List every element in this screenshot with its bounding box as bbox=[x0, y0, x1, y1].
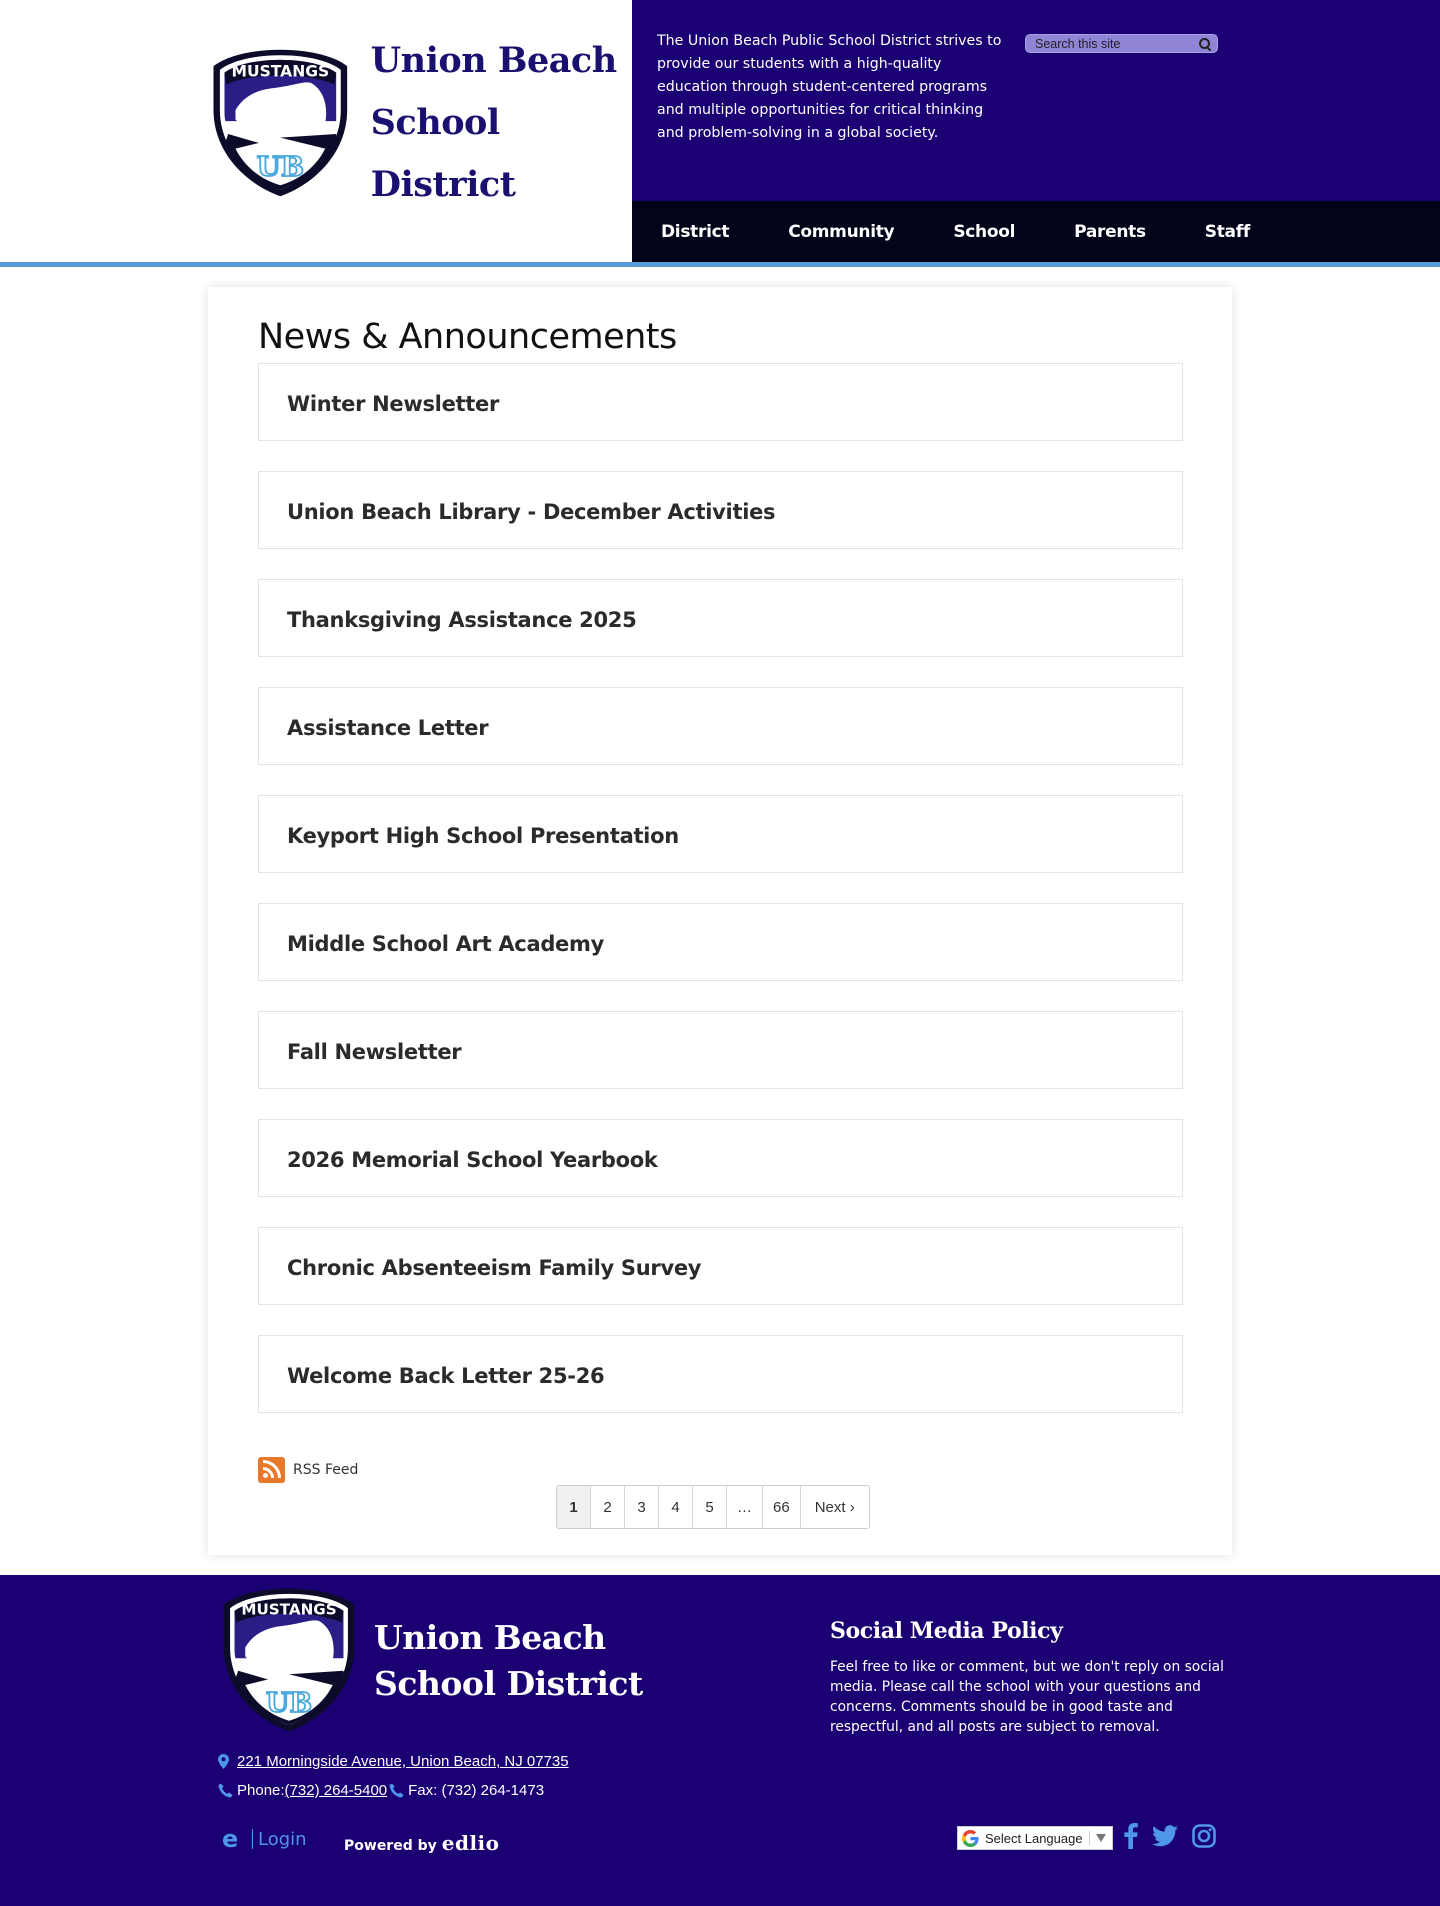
footer-contact bbox=[218, 1782, 544, 1799]
login-divider bbox=[252, 1829, 253, 1849]
news-item[interactable] bbox=[258, 903, 1183, 981]
news-item-title: Winter Newsletter bbox=[287, 392, 499, 416]
language-select-label: Select Language bbox=[985, 1830, 1083, 1846]
twitter-link[interactable] bbox=[1152, 1825, 1178, 1847]
nav-item-district[interactable]: District bbox=[661, 221, 730, 242]
address-link[interactable]: 221 Morningside Avenue, Union Beach, NJ 07735 bbox=[237, 1753, 569, 1770]
news-item[interactable] bbox=[258, 1119, 1183, 1197]
phone-icon bbox=[218, 1783, 233, 1798]
facebook-link[interactable] bbox=[1124, 1823, 1138, 1849]
news-item[interactable] bbox=[258, 1011, 1183, 1089]
header-divider bbox=[0, 262, 1440, 267]
news-item-title: Welcome Back Letter 25-26 bbox=[287, 1364, 605, 1388]
page-66-button[interactable]: 66 bbox=[763, 1486, 801, 1528]
main-content bbox=[0, 268, 1440, 1575]
dropdown-arrow-icon bbox=[1096, 1834, 1106, 1842]
site-title-line-2: School District bbox=[370, 102, 516, 205]
nav-item-staff[interactable]: Staff bbox=[1204, 221, 1250, 242]
social-policy-text: Feel free to like or comment, but we don't reply on social media. Please call the school with your questions and concerns. Comments should be in good taste and respectful, and all posts are subject to removal. bbox=[830, 1659, 1224, 1735]
nav-item-parents[interactable]: Parents bbox=[1074, 221, 1146, 242]
rss-feed-link[interactable] bbox=[258, 1457, 358, 1483]
map-pin-icon bbox=[218, 1754, 229, 1769]
home-logo-link[interactable] bbox=[208, 30, 632, 216]
svg-text:MUSTANGS: MUSTANGS bbox=[231, 62, 330, 81]
site-footer bbox=[0, 1575, 1440, 1906]
site-search bbox=[1025, 34, 1218, 53]
footer-address bbox=[218, 1753, 569, 1770]
search-input[interactable] bbox=[1035, 37, 1199, 51]
news-list bbox=[258, 363, 1183, 1443]
news-item[interactable] bbox=[258, 471, 1183, 549]
login-label: Login bbox=[258, 1828, 307, 1850]
news-item-title: Assistance Letter bbox=[287, 716, 489, 740]
page-2-button[interactable]: 2 bbox=[591, 1486, 625, 1528]
page-4-button[interactable]: 4 bbox=[659, 1486, 693, 1528]
news-item[interactable] bbox=[258, 687, 1183, 765]
search-icon[interactable] bbox=[1199, 38, 1211, 50]
news-item-title: 2026 Memorial School Yearbook bbox=[287, 1148, 658, 1172]
news-item[interactable] bbox=[258, 363, 1183, 441]
footer-site-title bbox=[374, 1615, 643, 1707]
pagination bbox=[556, 1485, 870, 1529]
edlio-logo-icon: e bbox=[222, 1825, 239, 1853]
fax-number: Fax: (732) 264-1473 bbox=[408, 1782, 545, 1799]
rss-feed-label: RSS Feed bbox=[293, 1462, 359, 1478]
main-nav bbox=[632, 201, 1440, 262]
footer-title-line-1: Union Beach bbox=[374, 1618, 606, 1657]
mustangs-shield-logo bbox=[208, 39, 353, 207]
news-item[interactable] bbox=[258, 579, 1183, 657]
page-title: News & Announcements bbox=[258, 317, 677, 357]
footer-title-line-2: School District bbox=[374, 1664, 643, 1703]
mission-statement: The Union Beach Public School District strives to provide our students with a high-quality education through student-centered programs and multiple opportunities for critical thinking and problem-solving in a global society. bbox=[657, 33, 1002, 141]
news-item-title: Chronic Absenteeism Family Survey bbox=[287, 1256, 702, 1280]
phone-link[interactable]: (732) 264-5400 bbox=[284, 1782, 388, 1799]
login-link[interactable] bbox=[222, 1825, 307, 1853]
news-item-title: Union Beach Library - December Activities bbox=[287, 500, 776, 524]
phone-label: Phone: bbox=[237, 1782, 285, 1799]
news-item[interactable] bbox=[258, 795, 1183, 873]
site-header bbox=[0, 0, 1440, 268]
fax-phone-icon bbox=[389, 1783, 404, 1798]
google-icon bbox=[962, 1830, 979, 1847]
social-links bbox=[1124, 1823, 1216, 1849]
header-mission-panel bbox=[632, 0, 1440, 201]
svg-text:MUSTANGS: MUSTANGS bbox=[241, 1600, 337, 1619]
mustangs-shield-logo bbox=[218, 1585, 360, 1735]
powered-by-edlio-link[interactable] bbox=[344, 1831, 500, 1855]
site-title bbox=[371, 30, 632, 216]
next-page-button[interactable]: Next › bbox=[801, 1486, 869, 1528]
news-item-title: Thanksgiving Assistance 2025 bbox=[287, 608, 637, 632]
page-3-button[interactable]: 3 bbox=[625, 1486, 659, 1528]
powered-by-label: Powered by bbox=[344, 1838, 437, 1854]
twitter-icon bbox=[1152, 1825, 1178, 1847]
news-item-title: Middle School Art Academy bbox=[287, 932, 604, 956]
news-card bbox=[208, 287, 1232, 1555]
nav-item-school[interactable]: School bbox=[953, 221, 1016, 242]
svg-text:UB: UB bbox=[266, 1687, 312, 1719]
news-item-title: Fall Newsletter bbox=[287, 1040, 462, 1064]
page-1-button[interactable]: 1 bbox=[557, 1486, 591, 1528]
news-item[interactable] bbox=[258, 1335, 1183, 1413]
language-select[interactable] bbox=[957, 1826, 1113, 1850]
header-branding bbox=[0, 0, 632, 262]
news-item-title: Keyport High School Presentation bbox=[287, 824, 679, 848]
instagram-icon bbox=[1192, 1824, 1216, 1848]
rss-icon bbox=[258, 1457, 285, 1483]
news-item[interactable] bbox=[258, 1227, 1183, 1305]
facebook-icon bbox=[1124, 1823, 1138, 1849]
footer-logo-link[interactable] bbox=[218, 1585, 643, 1735]
edlio-brand: edlio bbox=[441, 1831, 500, 1855]
social-policy-title: Social Media Policy bbox=[830, 1618, 1063, 1644]
page-5-button[interactable]: 5 bbox=[693, 1486, 727, 1528]
svg-text:UB: UB bbox=[256, 151, 304, 184]
site-title-line-1: Union Beach bbox=[370, 40, 617, 81]
instagram-link[interactable] bbox=[1192, 1824, 1216, 1848]
nav-item-community[interactable]: Community bbox=[788, 221, 895, 242]
page-ellipsis: … bbox=[727, 1486, 763, 1528]
